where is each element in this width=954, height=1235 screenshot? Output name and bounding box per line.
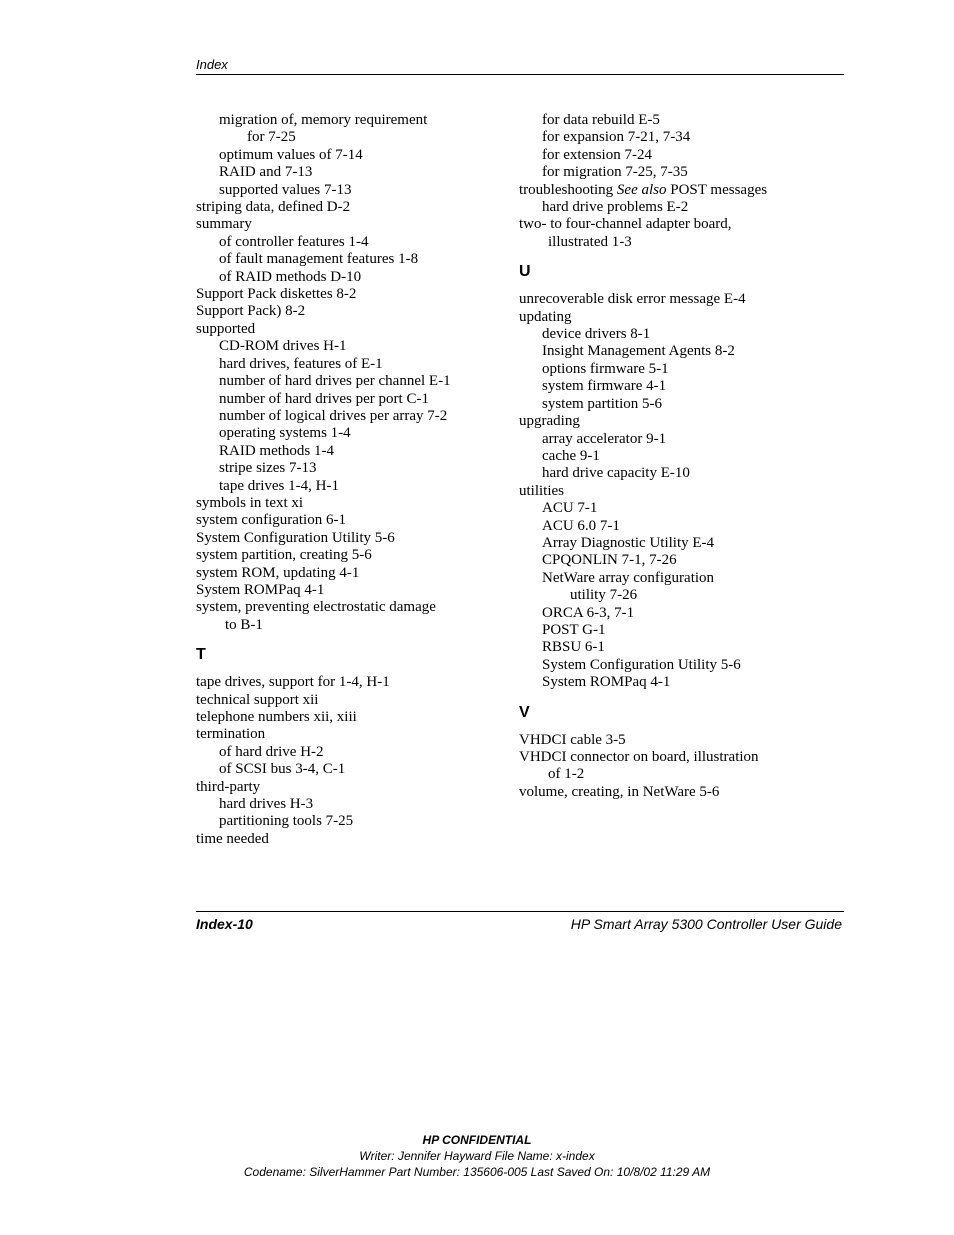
index-column-left bbox=[196, 112, 496, 848]
footer-page-label: Index-10 bbox=[196, 916, 253, 932]
index-entry: options firmware 5-1 bbox=[542, 360, 669, 377]
index-entry: tape drives 1-4, H-1 bbox=[219, 477, 339, 494]
index-entry: ORCA 6-3, 7-1 bbox=[542, 604, 635, 621]
index-entry: symbols in text xi bbox=[196, 494, 304, 511]
see-also-target: POST messages bbox=[666, 181, 768, 198]
index-entry: operating systems 1-4 bbox=[219, 425, 351, 442]
confidential-codename-line: Codename: SilverHammer Part Number: 135606-005 Last Saved On: 10/8/02 11:29 AM bbox=[243, 1165, 711, 1179]
index-entry: system ROM, updating 4-1 bbox=[196, 564, 360, 581]
index-entry: of fault management features 1-8 bbox=[219, 251, 419, 268]
index-entry: hard drives H-3 bbox=[219, 796, 314, 813]
index-entry: number of logical drives per array 7-2 bbox=[219, 407, 448, 424]
index-entry: migration of, memory requirement bbox=[219, 112, 428, 128]
index-entry: stripe sizes 7-13 bbox=[219, 460, 317, 477]
index-entry: telephone numbers xii, xiii bbox=[196, 709, 357, 725]
index-entry: System ROMPaq 4-1 bbox=[196, 581, 325, 598]
index-entry: ACU 7-1 bbox=[542, 500, 598, 517]
section-letter: T bbox=[196, 646, 206, 664]
index-entry: utility 7-26 bbox=[570, 587, 638, 604]
index-entry: of hard drive H-2 bbox=[219, 743, 324, 760]
index-entry: hard drive problems E-2 bbox=[542, 199, 689, 216]
index-entry: system partition 5-6 bbox=[542, 395, 662, 412]
index-entry: array accelerator 9-1 bbox=[542, 430, 667, 447]
index-entry: RAID and 7-13 bbox=[219, 164, 313, 181]
index-entry: of SCSI bus 3-4, C-1 bbox=[219, 761, 346, 778]
index-entry: supported values 7-13 bbox=[219, 181, 352, 198]
page-header bbox=[196, 56, 844, 75]
see-also-reference: See also bbox=[616, 181, 667, 198]
index-entry: for 7-25 bbox=[247, 129, 296, 146]
index-entry: CD-ROM drives H-1 bbox=[219, 338, 347, 355]
index-entry: System ROMPaq 4-1 bbox=[542, 674, 671, 691]
index-entry-term: troubleshooting bbox=[519, 181, 617, 198]
index-entry: of controller features 1-4 bbox=[219, 233, 369, 250]
index-entry: Support Pack) 8-2 bbox=[196, 303, 306, 320]
confidential-notice bbox=[0, 1132, 954, 1180]
footer-guide-title: HP Smart Array 5300 Controller User Guide bbox=[570, 916, 842, 932]
section-letter: U bbox=[519, 263, 531, 281]
index-entry: ACU 6.0 7-1 bbox=[542, 517, 620, 534]
confidential-title: HP CONFIDENTIAL bbox=[422, 1133, 532, 1147]
index-entry: for expansion 7-21, 7-34 bbox=[542, 129, 691, 146]
index-entry: termination bbox=[196, 726, 266, 743]
index-entry: System Configuration Utility 5-6 bbox=[542, 656, 741, 673]
index-entry: for data rebuild E-5 bbox=[542, 112, 660, 128]
index-entry: POST G-1 bbox=[542, 621, 606, 638]
index-entry: striping data, defined D-2 bbox=[196, 199, 351, 216]
index-entry: supported bbox=[196, 320, 256, 337]
index-entry: of 1-2 bbox=[548, 766, 585, 783]
page-footer bbox=[196, 911, 844, 932]
index-entry: System Configuration Utility 5-6 bbox=[196, 529, 395, 546]
confidential-writer-line: Writer: Jennifer Hayward File Name: x-index bbox=[359, 1149, 595, 1163]
index-entry: time needed bbox=[196, 830, 269, 847]
index-entry: technical support xii bbox=[196, 691, 319, 708]
index-entry: tape drives, support for 1-4, H-1 bbox=[196, 674, 390, 691]
index-entry: device drivers 8-1 bbox=[542, 326, 651, 343]
index-entry: number of hard drives per channel E-1 bbox=[219, 373, 451, 390]
index-entry: third-party bbox=[196, 778, 261, 795]
index-entry: hard drives, features of E-1 bbox=[219, 355, 383, 372]
index-entry: to B-1 bbox=[225, 616, 263, 633]
index-entry: CPQONLIN 7-1, 7-26 bbox=[542, 552, 677, 569]
index-entry: Insight Management Agents 8-2 bbox=[542, 343, 735, 360]
index-entry: system partition, creating 5-6 bbox=[196, 547, 372, 564]
index-entry: VHDCI cable 3-5 bbox=[519, 731, 626, 748]
index-entry: RAID methods 1-4 bbox=[219, 442, 334, 459]
index-entry bbox=[519, 182, 819, 199]
index-entry: Support Pack diskettes 8-2 bbox=[196, 286, 357, 303]
index-entry: summary bbox=[196, 216, 252, 233]
index-entry: illustrated 1-3 bbox=[548, 233, 632, 250]
index-entry: NetWare array configuration bbox=[542, 569, 715, 586]
index-entry: VHDCI connector on board, illustration bbox=[519, 749, 759, 765]
index-entry: updating bbox=[519, 308, 572, 325]
index-entry: unrecoverable disk error message E-4 bbox=[519, 291, 746, 308]
index-entry: hard drive capacity E-10 bbox=[542, 465, 690, 482]
index-entry: system firmware 4-1 bbox=[542, 378, 667, 395]
index-entry: number of hard drives per port C-1 bbox=[219, 390, 429, 407]
index-entry: upgrading bbox=[519, 413, 580, 430]
index-entry: for extension 7-24 bbox=[542, 146, 652, 163]
index-entry: partitioning tools 7-25 bbox=[219, 813, 354, 830]
index-entry: cache 9-1 bbox=[542, 447, 600, 464]
index-entry: system, preventing electrostatic damage bbox=[196, 599, 436, 616]
index-column-right bbox=[519, 112, 819, 801]
index-entry: Array Diagnostic Utility E-4 bbox=[542, 534, 715, 551]
index-entry: RBSU 6-1 bbox=[542, 639, 605, 656]
index-entry: volume, creating, in NetWare 5-6 bbox=[519, 783, 720, 800]
section-letter: V bbox=[519, 703, 530, 721]
index-entry: optimum values of 7-14 bbox=[219, 146, 363, 163]
index-entry: two- to four-channel adapter board, bbox=[519, 216, 732, 233]
header-title: Index bbox=[196, 57, 228, 72]
index-entry: system configuration 6-1 bbox=[196, 512, 346, 529]
index-entry: of RAID methods D-10 bbox=[219, 268, 362, 285]
index-entry: for migration 7-25, 7-35 bbox=[542, 164, 688, 181]
index-entry: utilities bbox=[519, 482, 564, 499]
